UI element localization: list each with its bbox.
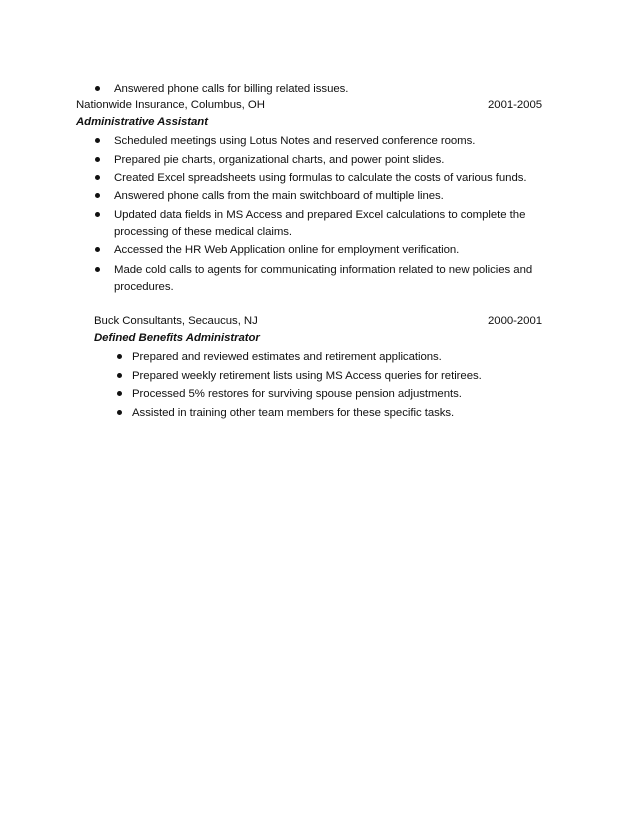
job2-bullet-3: Processed 5% restores for surviving spouse pension adjustments. <box>132 388 462 400</box>
bullet-dot <box>95 247 100 252</box>
bullet-dot <box>117 410 122 415</box>
bullet-dot <box>95 193 100 198</box>
job1-bullet-5-cont: processing of these medical claims. <box>114 226 293 238</box>
bullet-dot <box>117 373 122 378</box>
bullet-dot <box>95 138 100 143</box>
job2-employer: Buck Consultants, Secaucus, NJ <box>94 315 258 327</box>
top-bullet-text: Answered phone calls for billing related issues. <box>114 83 349 95</box>
job2-bullet-4: Assisted in training other team members for these specific tasks. <box>132 407 455 419</box>
job2-dates: 2000-2001 <box>488 315 543 327</box>
bullet-dot <box>95 267 100 272</box>
job1-title: Administrative Assistant <box>76 116 208 128</box>
bullet-dot <box>95 175 100 180</box>
job1-employer: Nationwide Insurance, Columbus, OH <box>76 99 265 111</box>
job2-title: Defined Benefits Administrator <box>94 332 260 344</box>
job1-bullet-3: Created Excel spreadsheets using formulas to calculate the costs of various funds. <box>114 172 527 184</box>
bullet-dot <box>95 157 100 162</box>
bullet-dot <box>95 86 100 91</box>
job1-bullet-2: Prepared pie charts, organizational charts, and power point slides. <box>114 154 445 166</box>
job1-bullet-7: Made cold calls to agents for communicating information related to new policies and <box>114 264 533 276</box>
bullet-dot <box>95 212 100 217</box>
job2-bullet-2: Prepared weekly retirement lists using MS Access queries for retirees. <box>132 370 482 382</box>
job1-bullet-6: Accessed the HR Web Application online for employment verification. <box>114 244 460 256</box>
bullet-dot <box>117 391 122 396</box>
job1-dates: 2001-2005 <box>488 99 543 111</box>
job2-bullet-1: Prepared and reviewed estimates and retirement applications. <box>132 351 442 363</box>
job1-bullet-1: Scheduled meetings using Lotus Notes and reserved conference rooms. <box>114 135 476 147</box>
job1-bullet-5: Updated data fields in MS Access and prepared Excel calculations to complete the <box>114 209 526 221</box>
job1-bullet-4: Answered phone calls from the main switchboard of multiple lines. <box>114 190 444 202</box>
bullet-dot <box>117 354 122 359</box>
job1-bullet-7-cont: procedures. <box>114 281 174 293</box>
